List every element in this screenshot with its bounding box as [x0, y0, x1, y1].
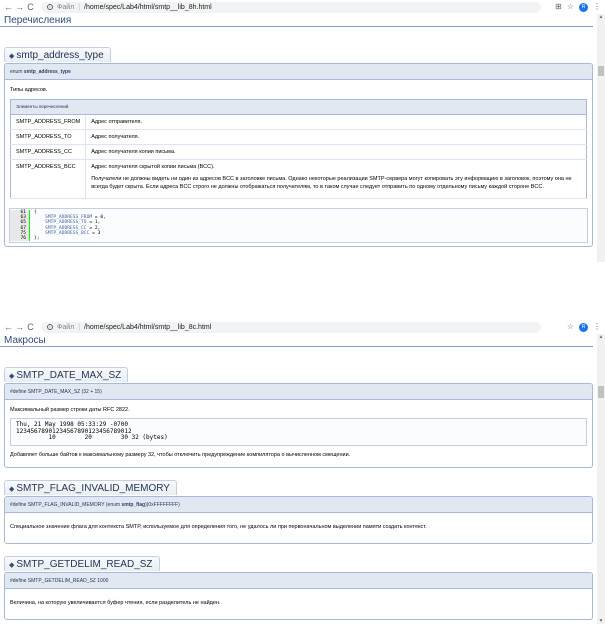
browser-toolbar [0, 0, 605, 14]
enum-desc: Адрес получателя скрытой копии письма (BCC). [91, 164, 215, 170]
enum-name: SMTP_ADDRESS_BCC [11, 160, 86, 199]
enum-desc: Адрес отправителя. [86, 115, 587, 130]
code-identifier[interactable]: SMTP_ADDRESS_TO [45, 220, 87, 226]
permalink-icon[interactable]: ◆ [9, 373, 15, 380]
url-text: /home/spec/Lab4/html/smtp__lib_8c.html [84, 323, 212, 331]
code-identifier[interactable]: SMTP_ADDRESS_BCC [45, 230, 90, 236]
member-prototype [5, 64, 592, 80]
vertical-scrollbar[interactable] [597, 334, 605, 624]
member-doc [5, 80, 592, 203]
code-identifier[interactable]: SMTP_ADDRESS_FROM [45, 215, 93, 221]
member-section [0, 478, 597, 544]
member-item [4, 63, 593, 247]
line-number[interactable]: 63 [10, 215, 30, 220]
page-content [0, 334, 597, 624]
enum-name: SMTP_ADDRESS_TO [11, 130, 86, 145]
member-prototype [5, 497, 592, 513]
line-number[interactable]: 61 [10, 210, 30, 215]
group-header-macros: Макросы [0, 334, 593, 347]
member-prototype: #define SMTP_GETDELIM_READ_SZ 1000 [5, 573, 592, 589]
member-item [4, 383, 593, 468]
enum-desc: Адрес получателя копии письма. [86, 145, 587, 160]
url-separator: | [78, 323, 81, 331]
member-brief: Максимальный размер строки даты RFC 2822. [10, 407, 130, 413]
url-text: /home/spec/Lab4/html/smtp__lib_8h.html [84, 3, 212, 11]
member-item [4, 572, 593, 620]
url-separator: | [78, 3, 81, 11]
address-bar[interactable] [41, 2, 541, 13]
table-row [11, 130, 587, 145]
page-content [0, 14, 597, 262]
line-number[interactable]: 65 [10, 220, 30, 225]
member-title [4, 367, 128, 382]
enum-values-table [10, 99, 587, 199]
enum-desc-cell [86, 160, 587, 199]
proto-prefix: #define SMTP_FLAG_INVALID_MEMORY (enum [10, 501, 122, 508]
info-icon[interactable]: i [47, 4, 53, 10]
browser-window-header-file [0, 0, 605, 262]
table-row [11, 145, 587, 160]
code-rest: = 2, [86, 225, 101, 231]
member-section [0, 554, 597, 620]
profile-avatar[interactable]: R [579, 323, 588, 332]
proto-name-link[interactable]: smtp_address_type [23, 69, 71, 75]
permalink-icon[interactable]: ◆ [9, 485, 15, 493]
browser-toolbar [0, 320, 605, 334]
member-doc [5, 589, 592, 619]
enum-desc-detail: Получатели не должны видеть ни один из адресов BCC в заголовке письма. Однако некоторые реализации SMTP-сервера могут копировать эту информацию в заголовок, поэтому она не всегда будет скрыта. Если адреса BCC строго не должны отображаться получателям, то в таком случае следует отправить по одному отдельному письму каждой стороне BCC. [91, 176, 572, 190]
browser-menu-icon[interactable]: ⋮ [593, 2, 601, 11]
table-row [11, 160, 587, 199]
member-brief: Величина, на которую увеличивается буфер чтения, если разделитель не найден. [10, 599, 221, 606]
back-button[interactable]: ← [4, 2, 13, 12]
line-number[interactable]: 67 [10, 226, 30, 231]
group-header-enums: Перечисления [0, 14, 593, 27]
member-doc [5, 513, 592, 543]
member-item [4, 496, 593, 544]
bookmark-star-icon[interactable]: ☆ [566, 322, 574, 331]
proto-suffix: )(0xFFFFFFFF) [145, 501, 180, 508]
member-brief: Специальное значение флага для контекста SMTP, используемое для определения того, не удалось ли при первоначальном выделении памяти создать контекст. [10, 523, 427, 530]
code-fragment [9, 208, 588, 243]
scroll-thumb[interactable] [598, 386, 604, 398]
reload-button[interactable]: C [27, 2, 34, 12]
code-text [30, 231, 100, 236]
profile-avatar[interactable]: R [579, 3, 588, 12]
enum-name: SMTP_ADDRESS_CC [11, 145, 86, 160]
member-title [4, 47, 111, 62]
member-title-text: SMTP_DATE_MAX_SZ [16, 370, 122, 381]
code-text: }; [34, 236, 40, 242]
member-doc [5, 400, 592, 467]
member-title-text: smtp_address_type [16, 50, 104, 61]
vertical-scrollbar[interactable] [597, 14, 605, 262]
back-button[interactable]: ← [4, 322, 13, 332]
scroll-thumb[interactable] [598, 66, 604, 76]
code-rest: = 3 [89, 230, 101, 236]
bookmark-star-icon[interactable]: ☆ [566, 2, 574, 11]
enum-desc: Адрес получателя. [86, 130, 587, 145]
enum-name: SMTP_ADDRESS_FROM [11, 115, 86, 130]
member-section [0, 365, 597, 468]
reload-button[interactable]: C [27, 322, 34, 332]
scroll-up-icon[interactable]: ▲ [598, 334, 604, 340]
code-rest: = 0, [92, 215, 106, 221]
url-scheme: Файл [57, 323, 75, 331]
member-title [4, 556, 160, 571]
member-brief: Типы адресов. [10, 87, 48, 93]
url-scheme: Файл [57, 3, 75, 11]
line-number[interactable]: 76 [10, 236, 30, 241]
translate-icon[interactable]: ⊞ [555, 2, 562, 11]
scroll-down-icon[interactable]: ▼ [598, 618, 604, 624]
member-title [4, 480, 177, 495]
info-icon[interactable]: i [47, 324, 53, 330]
toolbar-actions [567, 320, 605, 334]
toolbar-actions [555, 0, 605, 14]
date-format-example: Thu, 21 May 1998 05:33:29 -0700 12345678901234567890123456789012 10 20 30 32 (bytes) [10, 418, 587, 446]
proto-prefix: enum [10, 69, 23, 75]
code-text: { [34, 210, 37, 215]
line-number[interactable]: 75 [10, 231, 30, 236]
forward-button[interactable]: → [15, 2, 24, 12]
scroll-up-icon[interactable]: ▲ [598, 14, 604, 20]
member-title-text: SMTP_GETDELIM_READ_SZ [16, 558, 153, 570]
proto-type-link[interactable]: smtp_flag [121, 501, 146, 508]
browser-menu-icon[interactable]: ⋮ [593, 322, 601, 331]
member-section [0, 45, 597, 247]
address-bar[interactable] [41, 322, 541, 333]
code-rest: = 1, [86, 220, 101, 226]
permalink-icon[interactable]: ◆ [9, 53, 15, 60]
member-title-text: SMTP_FLAG_INVALID_MEMORY [16, 482, 170, 494]
permalink-icon[interactable]: ◆ [9, 561, 15, 569]
code-identifier[interactable]: SMTP_ADDRESS_CC [45, 225, 87, 231]
table-row [11, 115, 587, 130]
member-note: Добавляет больше байтов к максимальному размеру 32, чтобы отключить предупреждение компилятора о вычисленном смещении. [10, 451, 351, 458]
forward-button[interactable]: → [15, 322, 24, 332]
table-header: Элементы перечислений [11, 100, 587, 115]
member-prototype: #define SMTP_DATE_MAX_SZ (32 + 15) [5, 384, 592, 400]
code-line [10, 236, 587, 241]
browser-window-source-file [0, 320, 605, 624]
